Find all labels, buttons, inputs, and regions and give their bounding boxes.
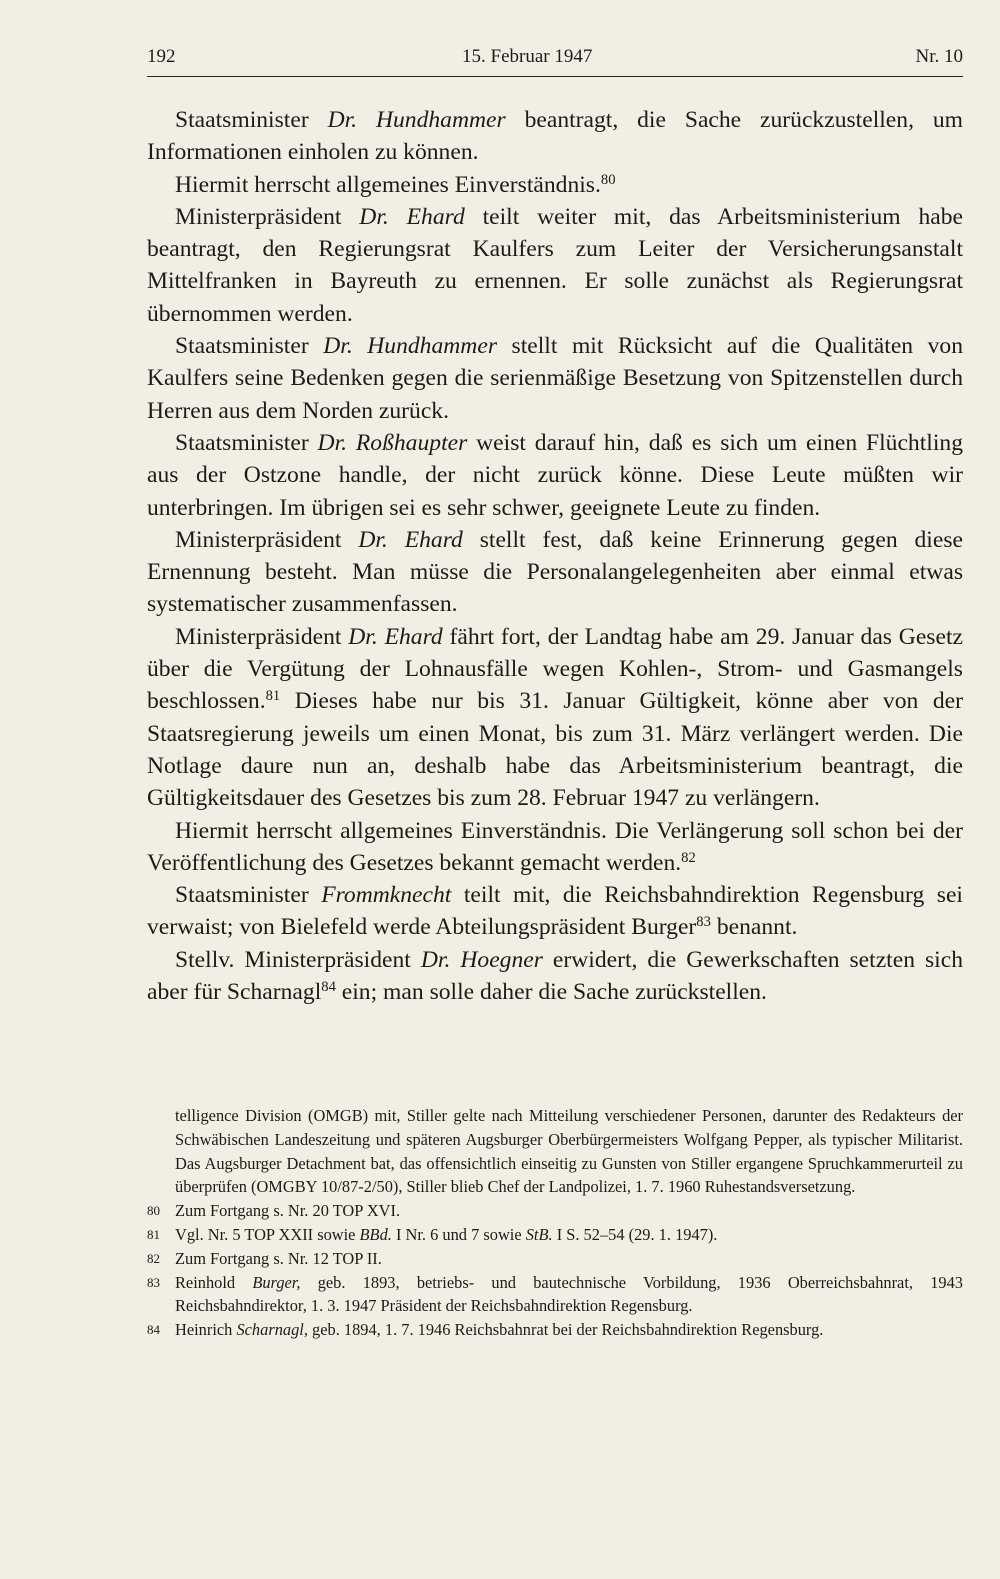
- footnote: 80 Zum Fortgang s. Nr. 20 TOP XVI.: [147, 1199, 963, 1223]
- footnote: 81 Vgl. Nr. 5 TOP XXII sowie BBd. I Nr. 6 und 7 sowie StB. I S. 52–54 (29. 1. 1947).: [147, 1223, 963, 1247]
- speaker-name: Dr. Hundhammer: [327, 107, 506, 133]
- page-number: 192: [147, 46, 176, 67]
- paragraph: Ministerpräsident Dr. Ehard stellt fest, daß keine Erinnerung gegen diese Ernennung besteht. Man müsse die Personalangelegenheiten aber einmal etwas systematischer zusammenfassen.: [147, 526, 963, 618]
- speaker-name: Dr. Ehard: [348, 623, 443, 650]
- paragraph: Staatsminister Dr. Hundhammer stellt mit Rücksicht auf die Qualitäten von Kaulfers seine Bedenken gegen die serienmäßige Besetzung von Spitzenstellen durch Herren aus dem Norden zurück.: [147, 333, 964, 424]
- paragraph: Hiermit herrscht allgemeines Einverständnis. Die Verlängerung soll schon bei der Veröffentlichung des Gesetzes bekannt gemacht werden.$^{82}$: [147, 817, 963, 876]
- paragraph: Staatsminister Dr. Hundhammer beantragt, die Sache zurückzustellen, um Informationen einholen zu können.: [147, 107, 963, 166]
- footnotes: [147, 1104, 963, 1342]
- paragraph: Staatsminister Dr. Roßhaupter weist darauf hin, daß es sich um einen Flüchtling aus der Ostzone handle, der nicht zurück könne. Diese Leute müßten wir unterbringen. Im übrigen sei es sehr schwer, geeignete Leute zu finden.: [147, 429, 963, 521]
- footnote-ref: 81: [265, 688, 281, 705]
- speaker-name: Dr. Hundhammer: [323, 333, 498, 360]
- speaker-name: Dr. Ehard: [359, 203, 465, 230]
- footnote-number: 84: [147, 1322, 160, 1338]
- footnote-continuation: telligence Division (OMGB) mit, Stiller gelte nach Mitteilung verschiedener Personen, darunter des Redakteurs der Schwäbischen Landeszeitung und späteren Augsburger Oberbürgermeisters Wolfgang Pepper, als typischer Militarist. Das Augsburger Detachment bat, das offensichtlich einseitig zu Gunsten von Stiller ergangene Spruchkammerurteil zu überprüfen (OMGBY 10/87-2/50), Stiller blieb Chef der Landpolizei, 1. 7. 1960 Ruhestandsversetzung.: [175, 1106, 963, 1197]
- speaker-name: Dr. Hoegner: [420, 946, 543, 973]
- running-header: [147, 40, 963, 77]
- footnote-number: 81: [147, 1226, 160, 1242]
- footnote: 84 Heinrich Scharnagl, geb. 1894, 1. 7. 1946 Reichsbahnrat bei der Reichsbahndirektion Regensburg.: [147, 1318, 963, 1342]
- footnote: 83 Reinhold Burger, geb. 1893, betriebs- und bautechnische Vorbildung, 1936 Oberreichsbahnrat, 1943 Reichsbahndirektor, 1. 3. 1947 Präsident der Reichsbahndirektion Regensburg.: [147, 1271, 963, 1319]
- footnote: 82 Zum Fortgang s. Nr. 12 TOP II.: [147, 1247, 963, 1271]
- speaker-name: Dr. Ehard: [358, 526, 463, 553]
- document-number: Nr. 10: [915, 46, 963, 67]
- footnote-ref: 82: [681, 849, 696, 866]
- speaker-name: Dr. Roßhaupter: [317, 429, 468, 456]
- header-date: 15. Februar 1947: [462, 46, 593, 67]
- footnote-number: 82: [147, 1250, 160, 1266]
- speaker-name: Frommknecht: [321, 882, 452, 909]
- footnote-number: 80: [147, 1203, 160, 1219]
- paragraph: Staatsminister Frommknecht teilt mit, die Reichsbahndirektion Regensburg sei verwaist; von Bielefeld werde Abteilungspräsident Burger$^{83}$ benannt.: [147, 882, 963, 941]
- footnote-ref: 84: [321, 978, 336, 995]
- paragraph: Ministerpräsident Dr. Ehard fährt fort, der Landtag habe am 29. Januar das Gesetz über die Vergütung der Lohnausfälle wegen Kohlen-, Strom- und Gasmangels beschlossen.$^{81}$ Dieses habe nur bis 31. Januar Gültigkeit, könne aber von der Staatsregierung jeweils um einen Monat, bis zum 31. März verlängert werden. Die Notlage daure nun an, deshalb habe das Arbeitsministerium beantragt, die Gültigkeitsdauer des Gesetzes bis zum 28. Februar 1947 zu verlängern.: [147, 623, 963, 812]
- footnote-number: 83: [147, 1274, 160, 1290]
- paragraph: Ministerpräsident Dr. Ehard teilt weiter mit, das Arbeitsministerium habe beantragt, den Regierungsrat Kaulfers zum Leiter der Versicherungsanstalt Mittelfranken in Bayreuth zu ernennen. Er solle zunächst als Regierungsrat übernommen werden.: [147, 203, 963, 327]
- footnote-ref: 80: [600, 171, 616, 188]
- footnote-ref: 83: [696, 914, 711, 931]
- paragraph: Stellv. Ministerpräsident Dr. Hoegner erwidert, die Gewerkschaften setzten sich aber für Scharnagl$^{84}$ ein; man solle daher die Sache zurückstellen.: [147, 946, 964, 1006]
- paragraph: Hiermit herrscht allgemeines Einverständnis.$^{80}$: [175, 171, 616, 198]
- body-text: [147, 104, 963, 1008]
